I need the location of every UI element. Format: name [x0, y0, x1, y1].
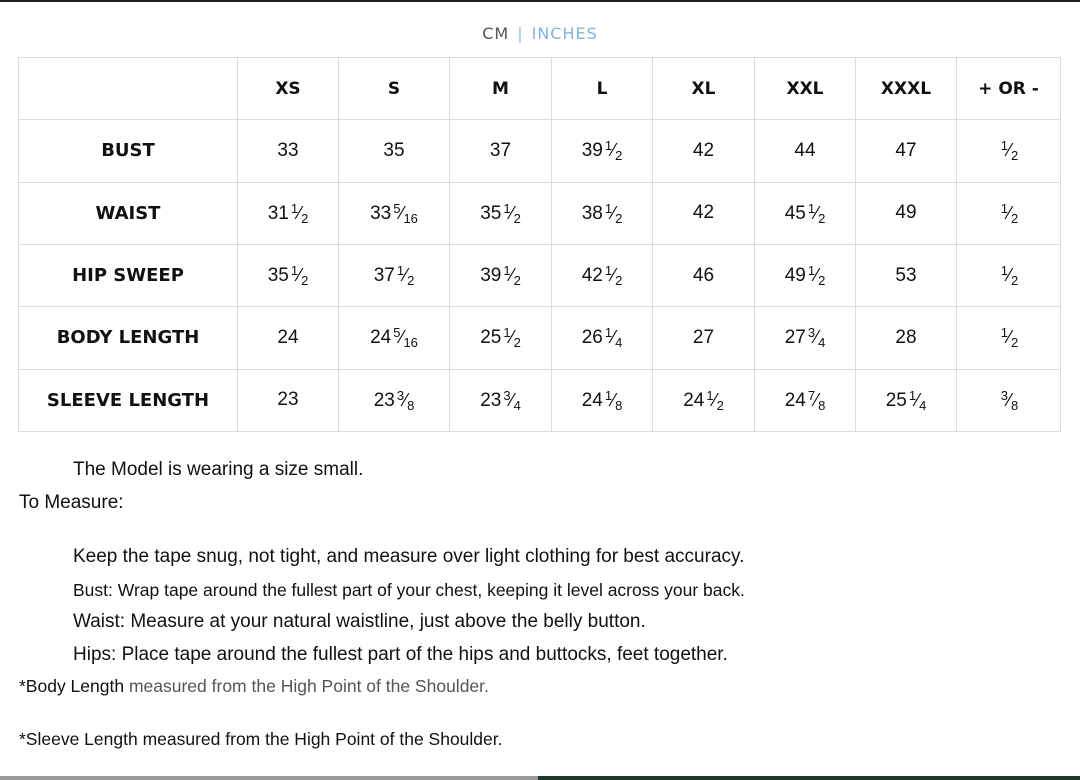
fraction: $^1⁄_2$	[807, 200, 826, 226]
whole-number: 37	[373, 265, 395, 287]
fraction-denominator: 4	[818, 335, 826, 351]
fraction-numerator: 1	[908, 387, 917, 403]
fraction-numerator: 1	[503, 325, 511, 341]
table-row	[19, 182, 1061, 244]
size-header-cell: XXXL	[856, 58, 957, 120]
fraction: $^1⁄_2$	[1000, 263, 1019, 289]
fraction: $^1⁄_2$	[706, 387, 724, 413]
table-row	[19, 120, 1061, 182]
table-header-row	[19, 58, 1061, 120]
whole-number: 31	[267, 202, 289, 224]
fraction: $^1⁄_2$	[807, 263, 826, 289]
fraction-numerator: 1	[396, 263, 405, 279]
whole-number: 25	[480, 327, 502, 349]
size-chart-table	[18, 57, 1061, 432]
fraction-numerator: 1	[706, 387, 714, 403]
measurement-cell	[552, 369, 653, 431]
fraction-denominator: 4	[919, 397, 927, 413]
fraction: $^1⁄_2$	[604, 200, 623, 226]
fraction-numerator: 1	[503, 263, 511, 279]
measurement-cell	[339, 244, 450, 306]
fraction-denominator: 2	[818, 273, 826, 289]
fraction-denominator: 2	[301, 210, 309, 226]
fraction-denominator: 2	[513, 335, 521, 351]
table-row	[19, 244, 1061, 306]
unit-inches-toggle[interactable]: INCHES	[531, 24, 598, 43]
fraction-numerator: 3	[396, 387, 405, 403]
fraction: $^1⁄_2$	[290, 200, 309, 226]
fraction-denominator: 2	[818, 210, 826, 226]
whole-number: 23	[373, 389, 395, 411]
top-rule	[0, 0, 1080, 2]
size-header-cell: S	[339, 58, 450, 120]
whole-number: 33	[277, 139, 299, 161]
fraction-numerator: 5	[393, 325, 401, 341]
fraction-denominator: 4	[615, 335, 623, 351]
fraction-numerator: 1	[1000, 200, 1008, 216]
measurement-cell	[552, 307, 653, 369]
whole-number: 27	[692, 326, 715, 348]
whole-number: 53	[895, 264, 917, 286]
whole-number: 42	[692, 202, 715, 224]
whole-number: 49	[784, 265, 806, 287]
fraction-numerator: 1	[290, 263, 299, 279]
unit-separator: |	[517, 24, 524, 43]
whole-number: 24	[277, 326, 299, 348]
body-length-note	[19, 676, 489, 697]
fraction-numerator: 5	[393, 200, 401, 216]
measurement-cell	[238, 307, 339, 369]
whole-number: 23	[480, 389, 502, 411]
measurement-cell	[957, 120, 1061, 182]
whole-number: 42	[581, 265, 603, 287]
whole-number: 24	[581, 389, 603, 411]
whole-number: 38	[581, 202, 603, 224]
fraction: $^1⁄_4$	[908, 387, 927, 413]
fraction-numerator: 1	[604, 325, 613, 341]
fraction: $^3⁄_8$	[396, 387, 415, 413]
fraction-numerator: 1	[604, 263, 613, 279]
measurement-cell	[339, 182, 450, 244]
whole-number: 47	[895, 139, 917, 161]
fraction-denominator: 2	[513, 210, 521, 226]
measurement-cell	[856, 120, 957, 182]
fraction: $^1⁄_2$	[1000, 138, 1019, 164]
fraction-denominator: 16	[403, 210, 418, 226]
fraction-denominator: 2	[1011, 210, 1019, 226]
fraction: $^1⁄_2$	[604, 263, 623, 289]
measurement-label: SLEEVE LENGTH	[19, 369, 238, 431]
fraction: $^1⁄_2$	[1000, 325, 1019, 351]
table-row	[19, 369, 1061, 431]
whole-number: 23	[277, 389, 299, 411]
to-measure-heading: To Measure:	[19, 492, 124, 513]
fraction-numerator: 1	[807, 263, 816, 279]
measurement-cell	[238, 244, 339, 306]
measurement-label: BUST	[19, 120, 238, 182]
measurement-cell	[856, 182, 957, 244]
fraction: $^1⁄_2$	[604, 138, 623, 164]
fraction-denominator: 2	[716, 397, 724, 413]
measurement-cell	[450, 307, 552, 369]
fraction: $^3⁄_4$	[503, 387, 521, 413]
fraction-denominator: 8	[818, 397, 826, 413]
measurement-cell	[957, 244, 1061, 306]
whole-number: 37	[489, 139, 512, 161]
whole-number: 39	[480, 265, 502, 287]
whole-number: 35	[480, 202, 502, 224]
fraction: $^1⁄_4$	[604, 325, 623, 351]
measurement-cell	[552, 120, 653, 182]
fraction-denominator: 2	[1011, 273, 1019, 289]
measurement-cell	[339, 369, 450, 431]
size-header-cell: M	[450, 58, 552, 120]
measurement-cell	[957, 182, 1061, 244]
fraction: $^3⁄_8$	[1000, 387, 1019, 413]
measurement-cell	[653, 307, 755, 369]
fraction-numerator: 1	[604, 387, 613, 403]
measurement-cell	[552, 244, 653, 306]
size-header-cell: + OR -	[957, 58, 1061, 120]
whole-number: 45	[784, 202, 806, 224]
measurement-label: WAIST	[19, 182, 238, 244]
fraction-numerator: 1	[1000, 263, 1008, 279]
measurement-cell	[755, 244, 856, 306]
fraction-denominator: 2	[1011, 148, 1019, 164]
fraction-numerator: 1	[503, 200, 511, 216]
fraction: $^1⁄_2$	[396, 263, 415, 289]
measurement-cell	[339, 307, 450, 369]
fraction-numerator: 1	[604, 200, 613, 216]
measurement-cell	[450, 182, 552, 244]
fraction: $^7⁄_8$	[807, 387, 826, 413]
fraction-numerator: 7	[807, 387, 816, 403]
fraction-numerator: 1	[1000, 138, 1008, 154]
fraction-denominator: 2	[301, 273, 309, 289]
measurement-cell	[450, 120, 552, 182]
fraction: $^3⁄_4$	[807, 325, 826, 351]
fraction: $^1⁄_2$	[290, 263, 309, 289]
whole-number: 39	[581, 140, 603, 162]
fraction-numerator: 3	[503, 387, 511, 403]
whole-number: 26	[581, 327, 603, 349]
fraction-denominator: 16	[403, 335, 418, 351]
measurement-cell	[755, 307, 856, 369]
size-header-cell: XS	[238, 58, 339, 120]
measurement-label: HIP SWEEP	[19, 244, 238, 306]
table-row	[19, 307, 1061, 369]
whole-number: 24	[683, 389, 705, 411]
whole-number: 46	[692, 264, 715, 286]
measurement-cell	[755, 369, 856, 431]
fraction-denominator: 2	[1011, 335, 1019, 351]
fraction-denominator: 4	[513, 397, 521, 413]
whole-number: 27	[784, 327, 806, 349]
fraction-denominator: 2	[615, 273, 623, 289]
measurement-cell	[238, 120, 339, 182]
unit-cm-toggle[interactable]: CM	[482, 24, 510, 43]
fraction-numerator: 1	[807, 200, 816, 216]
measurement-cell	[238, 182, 339, 244]
fraction: $^1⁄_2$	[503, 325, 521, 351]
whole-number: 24	[370, 327, 392, 349]
fraction-denominator: 2	[615, 148, 623, 164]
table-corner-cell	[19, 58, 238, 120]
fraction-denominator: 8	[407, 397, 415, 413]
whole-number: 33	[370, 202, 392, 224]
whole-number: 35	[267, 265, 289, 287]
fraction-numerator: 1	[604, 138, 613, 154]
waist-instruction: Waist: Measure at your natural waistline, just above the belly button.	[73, 611, 646, 632]
size-header-cell: XXL	[755, 58, 856, 120]
measurement-cell	[957, 307, 1061, 369]
measurement-cell	[856, 369, 957, 431]
whole-number: 35	[383, 139, 405, 161]
hips-instruction: Hips: Place tape around the fullest part of the hips and buttocks, feet together.	[73, 644, 728, 665]
bottom-rule-accent	[538, 776, 1080, 780]
fraction: $^1⁄_2$	[503, 200, 521, 226]
measurement-cell	[450, 244, 552, 306]
fraction: $^5⁄_{16}$	[393, 200, 418, 226]
measurement-cell	[238, 369, 339, 431]
whole-number: 49	[895, 202, 917, 224]
tape-instruction: Keep the tape snug, not tight, and measure over light clothing for best accuracy.	[73, 546, 745, 567]
measurement-cell	[856, 244, 957, 306]
fraction-denominator: 2	[615, 210, 623, 226]
measurement-cell	[653, 369, 755, 431]
bust-instruction: Bust: Wrap tape around the fullest part of your chest, keeping it level across your back.	[73, 580, 745, 600]
measurement-cell	[653, 244, 755, 306]
fraction-denominator: 2	[407, 273, 415, 289]
sleeve-length-note: *Sleeve Length measured from the High Point of the Shoulder.	[19, 729, 503, 749]
fraction: $^1⁄_8$	[604, 387, 623, 413]
measurement-cell	[957, 369, 1061, 431]
fraction-numerator: 3	[1000, 387, 1008, 403]
size-header-cell: XL	[653, 58, 755, 120]
fraction-numerator: 1	[290, 200, 299, 216]
fraction-denominator: 8	[615, 397, 623, 413]
body-length-note-rest: measured from the High Point of the Shoulder.	[124, 676, 489, 696]
measurement-cell	[755, 120, 856, 182]
whole-number: 24	[784, 389, 806, 411]
fraction: $^1⁄_2$	[503, 263, 521, 289]
whole-number: 28	[895, 326, 917, 348]
measurement-cell	[339, 120, 450, 182]
whole-number: 44	[794, 139, 816, 161]
measurement-cell	[653, 182, 755, 244]
model-size-note: The Model is wearing a size small.	[73, 459, 364, 480]
measurement-cell	[552, 182, 653, 244]
fraction-numerator: 1	[1000, 325, 1008, 341]
size-header-cell: L	[552, 58, 653, 120]
whole-number: 25	[885, 389, 907, 411]
measurement-cell	[653, 120, 755, 182]
fraction-denominator: 2	[513, 273, 521, 289]
fraction-numerator: 3	[807, 325, 816, 341]
fraction: $^1⁄_2$	[1000, 200, 1019, 226]
measurement-cell	[856, 307, 957, 369]
fraction-denominator: 8	[1011, 397, 1019, 413]
measurement-cell	[450, 369, 552, 431]
fraction: $^5⁄_{16}$	[393, 325, 418, 351]
measurement-label: BODY LENGTH	[19, 307, 238, 369]
whole-number: 42	[692, 139, 715, 161]
body-length-note-prefix: *Body Length	[19, 676, 125, 696]
unit-toggle	[0, 24, 1080, 43]
measurement-cell	[755, 182, 856, 244]
